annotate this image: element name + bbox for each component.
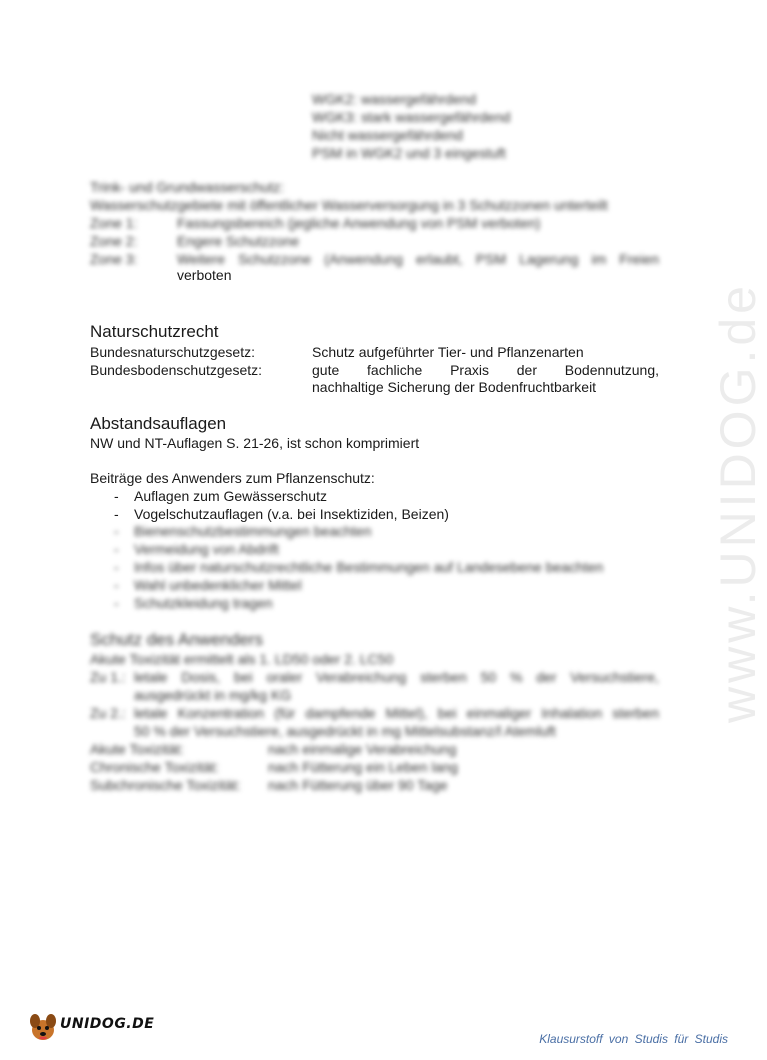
list-bullet: - bbox=[114, 488, 119, 504]
zone-3-continuation: verboten bbox=[177, 267, 232, 283]
wgk-line-1: WGK2: wassergefährdend bbox=[312, 91, 477, 107]
zu-2-label: Zu 2.: bbox=[90, 705, 126, 721]
zu-2-continuation: 50 % der Versuchstiere, ausgedrückt in mg Mittelsubstanz/l Atemluft bbox=[134, 723, 556, 739]
list-bullet: - bbox=[114, 506, 119, 522]
list-item: Auflagen zum Gewässerschutz bbox=[134, 488, 327, 504]
nature-row-2-value: gute fachliche Praxis der Bodennutzung, bbox=[312, 362, 659, 378]
distance-text: NW und NT-Auflagen S. 21-26, ist schon komprimiert bbox=[90, 435, 420, 451]
wgk-line-4: PSM in WGK2 und 3 eingestuft bbox=[312, 145, 506, 161]
nature-row-2-label: Bundesbodenschutzgesetz: bbox=[90, 362, 263, 378]
list-bullet: - bbox=[114, 577, 119, 593]
toxicity-row-value: nach Fütterung ein Leben lang bbox=[268, 759, 458, 775]
nature-heading: Naturschutzrecht bbox=[90, 322, 219, 341]
toxicity-row-label: Akute Toxizität: bbox=[90, 741, 184, 757]
footer-tagline: Klausurstoff von Studis für Studis bbox=[539, 1032, 728, 1046]
list-item: Schutzkleidung tragen bbox=[134, 595, 273, 611]
list-item: Vogelschutzauflagen (v.a. bei Insektiziden, Beizen) bbox=[134, 506, 449, 522]
contributions-title: Beiträge des Anwenders zum Pflanzenschutz: bbox=[90, 470, 375, 486]
list-item: Wahl unbedenklicher Mittel bbox=[134, 577, 302, 593]
list-item: Infos über naturschutzrechtliche Bestimmungen auf Landesebene beachten bbox=[134, 559, 604, 575]
dog-icon bbox=[26, 1010, 60, 1044]
list-item: Vermeidung von Abdrift bbox=[134, 541, 279, 557]
water-intro: Wasserschutzgebiete mit öffentlicher Wasserversorgung in 3 Schutzzonen unterteilt bbox=[90, 197, 608, 213]
zone-2-text: Engere Schutzzone bbox=[177, 233, 300, 249]
unidog-logo[interactable] bbox=[26, 1010, 166, 1046]
toxicity-row-label: Chronische Toxizität: bbox=[90, 759, 219, 775]
user-protection-heading: Schutz des Anwenders bbox=[90, 630, 263, 649]
wgk-line-3: Nicht wassergefährdend bbox=[312, 127, 463, 143]
distance-heading: Abstandsauflagen bbox=[90, 414, 227, 433]
nature-row-1-value: Schutz aufgeführter Tier- und Pflanzenarten bbox=[312, 344, 584, 360]
toxicity-row-value: nach einmalige Verabreichung bbox=[268, 741, 457, 757]
nature-row-2-continuation: nachhaltige Sicherung der Bodenfruchtbarkeit bbox=[312, 379, 597, 395]
zone-1-text: Fassungsbereich (jegliche Anwendung von PSM verboten) bbox=[177, 215, 541, 231]
toxicity-row-label: Subchronische Toxizität: bbox=[90, 777, 241, 793]
zu-1-label: Zu 1.: bbox=[90, 669, 126, 685]
list-bullet: - bbox=[114, 559, 119, 575]
list-item: Bienenschutzbestimmungen beachten bbox=[134, 523, 372, 539]
wgk-line-2: WGK3: stark wassergefährdend bbox=[312, 109, 511, 125]
zu-1-continuation: ausgedrückt in mg/kg KG bbox=[134, 687, 292, 703]
zone-1-label: Zone 1: bbox=[90, 215, 138, 231]
logo-text: UNIDOG.DE bbox=[60, 1016, 155, 1032]
zone-3-label: Zone 3: bbox=[90, 251, 138, 267]
list-bullet: - bbox=[114, 541, 119, 557]
water-title: Trink- und Grundwasserschutz: bbox=[90, 179, 284, 195]
list-bullet: - bbox=[114, 595, 119, 611]
zu-1-text: letale Dosis, bei oraler Verabreichung sterben 50 % der Versuchstiere, bbox=[134, 669, 659, 685]
watermark: www.UNIDOG.de bbox=[710, 282, 766, 723]
zone-3-text: Weitere Schutzzone (Anwendung erlaubt, PSM Lagerung im Freien bbox=[177, 251, 659, 267]
zu-2-text: letale Konzentration (für dampfende Mittel), bei einmaliger Inhalation sterben bbox=[134, 705, 659, 721]
user-protection-line-1: Akute Toxizität ermittelt als 1. LD50 oder 2. LC50 bbox=[90, 651, 394, 667]
nature-row-1-label: Bundesnaturschutzgesetz: bbox=[90, 344, 255, 360]
toxicity-row-value: nach Fütterung über 90 Tage bbox=[268, 777, 448, 793]
list-bullet: - bbox=[114, 523, 119, 539]
zone-2-label: Zone 2: bbox=[90, 233, 138, 249]
